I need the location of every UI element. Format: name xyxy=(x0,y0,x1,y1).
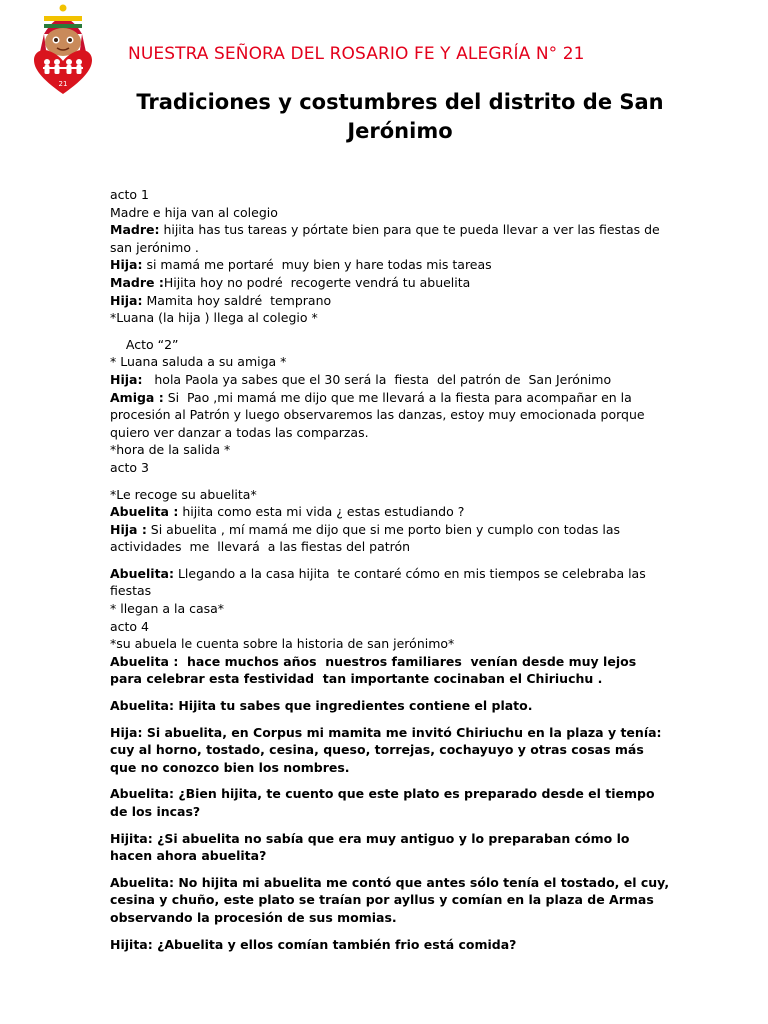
title-line-1: Tradiciones y costumbres del distrito de San xyxy=(136,90,664,114)
logo-number: 21 xyxy=(58,80,68,88)
speech-text: Si Pao ,mi mamá me dijo que me llevará a la fiesta para acompañar en la procesión al Patrón y luego observaremos las danzas, estoy muy emocionada porque quiero ver danzar a todas las comparzas. xyxy=(110,389,649,440)
school-logo xyxy=(30,4,96,96)
spacer xyxy=(110,477,670,486)
speaker-label: Madre : xyxy=(110,274,164,290)
stage-note: * llegan a la casa* xyxy=(110,601,225,617)
dialog-paragraph: Hija: Si abuelita, en Corpus mi mamita me invitó Chiriuchu en la plaza y tenía: cuy al horno, tostado, cesina, queso, torrejas, cochayuyo y otras cosas más que no conozco bien los nombres. xyxy=(110,724,666,775)
spacer xyxy=(110,556,670,565)
page-title xyxy=(110,88,690,146)
speaker-label: Abuelita : xyxy=(110,504,179,520)
speaker-label: Hija : xyxy=(110,521,147,537)
acto4-heading: acto 4 xyxy=(110,618,150,634)
dialog-paragraph: Abuelita: Hijita tu sabes que ingredientes contiene el plato. xyxy=(110,698,533,714)
speech-text: si mamá me portaré muy bien y hare todas mis tareas xyxy=(142,257,492,273)
dialog-paragraph: Hijita: ¿Si abuelita no sabía que era muy antiguo y lo preparaban cómo lo hacen ahora abuelita? xyxy=(110,830,634,864)
speech-text: Si abuelita , mí mamá me dijo que si me porto bien y cumplo con todas las actividades me llevará a las fiestas del patrón xyxy=(110,521,625,555)
speaker-label: Abuelita: xyxy=(110,565,174,581)
speech-text: hijita como esta mi vida ¿ estas estudiando ? xyxy=(178,504,465,520)
dialog-line xyxy=(110,371,670,389)
dialog-paragraph: Abuelita: No hijita mi abuelita me contó que antes sólo tenía el tostado, el cuy, cesina y chuño, este plato se traían por ayllus y comían en la plaza de Armas observando la procesión de sus momias. xyxy=(110,874,674,925)
school-name: NUESTRA SEÑORA DEL ROSARIO FE Y ALEGRÍA N° 21 xyxy=(128,44,585,64)
speech-text: Llegando a la casa hijita te contaré cómo en mis tiempos se celebraba las fiestas xyxy=(110,565,650,599)
speech-text: Mamita hoy saldré temprano xyxy=(142,292,332,308)
speech-text: hijita has tus tareas y pórtate bien para que te pueda llevar a ver las fiestas de san jerónimo . xyxy=(110,222,664,255)
dialog-line xyxy=(110,389,670,442)
stage-note: *Luana (la hija ) llega al colegio * xyxy=(110,310,318,326)
title-line-2: Jerónimo xyxy=(347,119,453,143)
stage-note: *su abuela le cuenta sobre la historia de san jerónimo* xyxy=(110,636,455,652)
acto1-heading: acto 1 xyxy=(110,187,150,202)
stage-note: *hora de la salida * xyxy=(110,442,231,458)
speech-text: hola Paola ya sabes que el 30 será la fiesta del patrón de San Jerónimo xyxy=(142,371,612,387)
acto1-intro: Madre e hija van al colegio xyxy=(110,204,278,220)
stage-note: * Luana saluda a su amiga * xyxy=(110,354,287,370)
dialog-line xyxy=(110,256,670,274)
spacer xyxy=(110,327,670,336)
speaker-label: Hija: xyxy=(110,292,143,308)
document-body xyxy=(110,186,674,962)
dialog-paragraph: Hijita: ¿Abuelita y ellos comían también frio está comida? xyxy=(110,936,517,952)
acto3-heading: acto 3 xyxy=(110,459,150,475)
speaker-label: Madre: xyxy=(110,222,160,238)
dialog-line xyxy=(110,274,670,292)
stage-note: *Le recoge su abuelita* xyxy=(110,486,257,502)
acto2-heading: Acto “2” xyxy=(110,336,179,352)
speech-text: Hijita hoy no podré recogerte vendrá tu abuelita xyxy=(163,274,471,290)
dialog-paragraph: Abuelita : hace muchos años nuestros familiares venían desde muy lejos para celebrar esta festividad tan importante cocinaban el Chiriuchu . xyxy=(110,653,641,687)
dialog-line xyxy=(110,521,670,556)
speaker-label: Amiga : xyxy=(110,389,164,405)
speaker-label: Hija: xyxy=(110,371,143,387)
dialog-line xyxy=(110,565,670,600)
dialog-line xyxy=(110,221,670,256)
logo-graphic xyxy=(30,4,96,96)
dialog-line xyxy=(110,292,670,310)
dialog-paragraph: Abuelita: ¿Bien hijita, te cuento que este plato es preparado desde el tiempo de los incas? xyxy=(110,786,659,819)
dialog-line xyxy=(110,503,670,521)
speaker-label: Hija: xyxy=(110,257,143,273)
